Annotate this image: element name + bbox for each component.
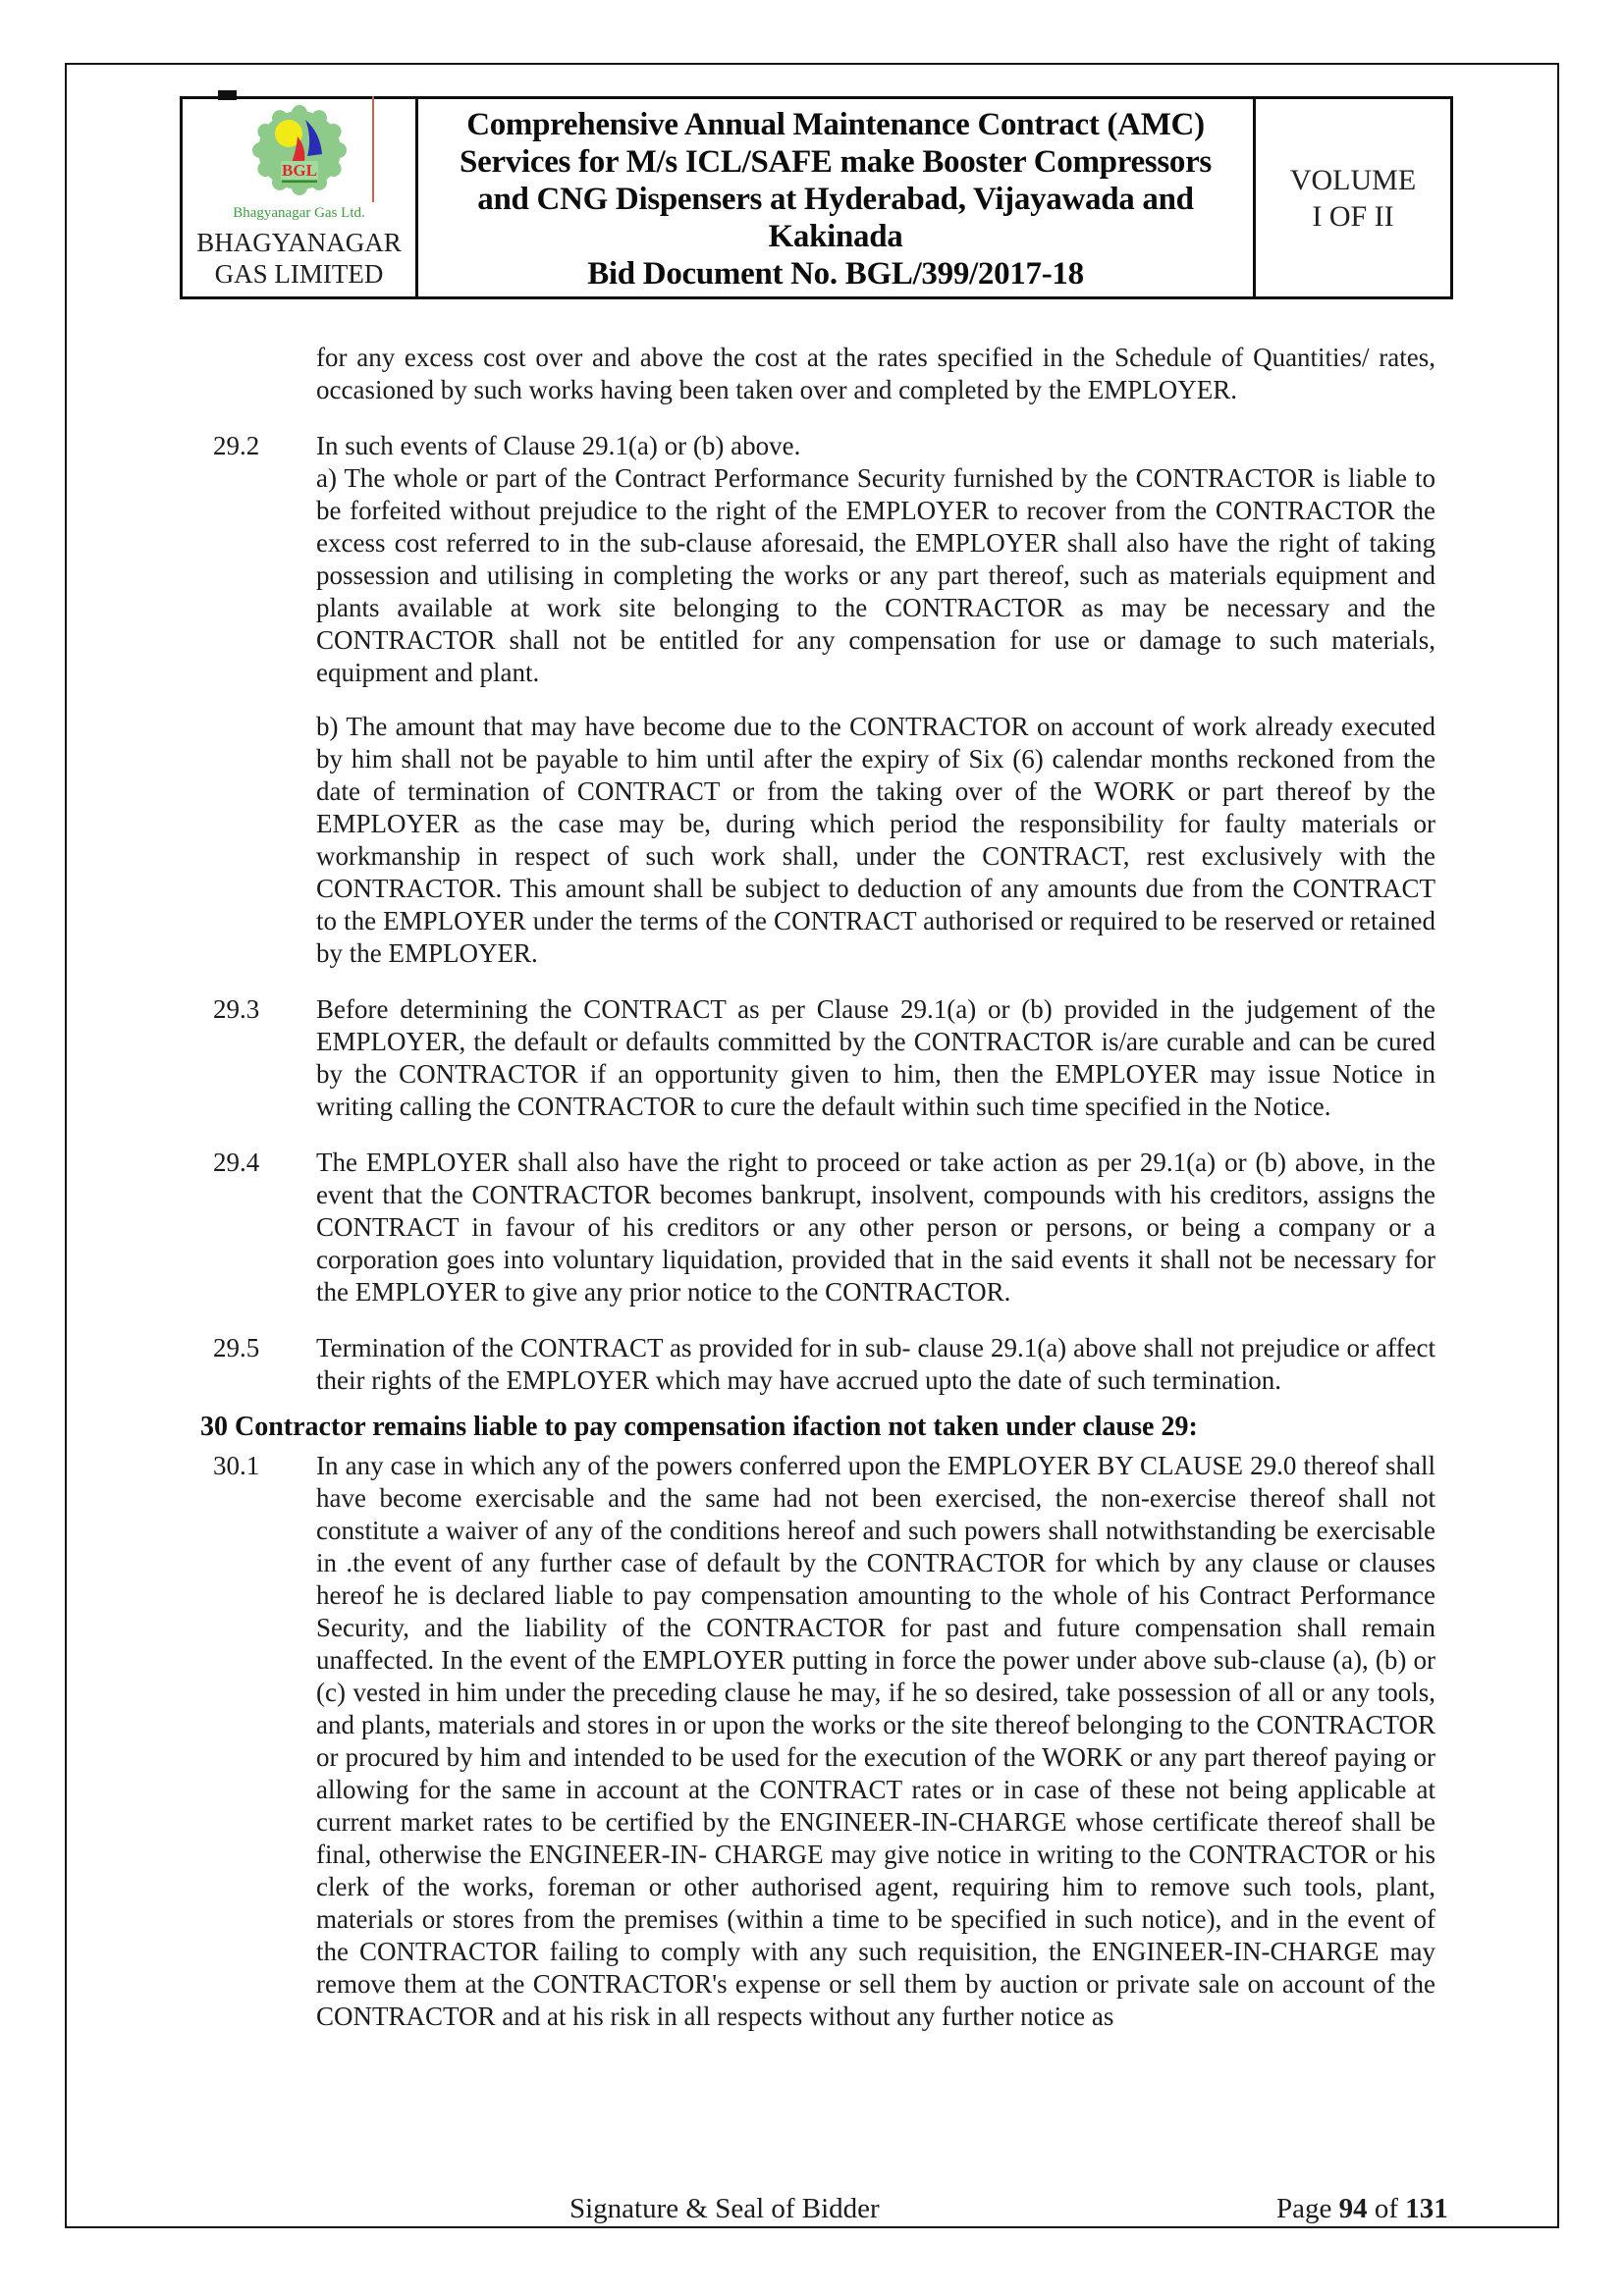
clause-paragraph: Termination of the CONTRACT as provided for in sub- clause 29.1(a) above shall not prejudice or affect their rights of the EMPLOYER which may have accrued upto the date of such termination.	[316, 1333, 1435, 1395]
clause-text	[316, 1450, 1435, 2033]
company-name-line: BHAGYANAGAR	[196, 228, 402, 257]
clause-paragraph: In such events of Clause 29.1(a) or (b) above.	[316, 431, 801, 460]
page-total: 131	[1405, 2193, 1448, 2224]
logo-acronym: BGL	[281, 161, 317, 180]
company-name	[183, 228, 415, 290]
clause-number: 29.3	[213, 994, 260, 1024]
document-title-line: Comprehensive Annual Maintenance Contract (AMC)	[466, 107, 1205, 142]
page-number: 94	[1338, 2193, 1368, 2224]
company-name-line: GAS LIMITED	[214, 259, 384, 289]
scan-artifact-red-line	[372, 96, 374, 202]
clause-paragraph: The EMPLOYER shall also have the right to proceed or take action as per 29.1(a) or (b) above, in the event that the CONTRACTOR becomes bankrupt, insolvent, compounds with his creditors, assigns the CONTRACT in favour of his creditors or any other person or persons, or being a company or a corporation goes into voluntary liquidation, provided that in the said events it shall not be necessary for the EMPLOYER to give any prior notice to the CONTRACTOR.	[316, 1148, 1435, 1307]
clause-29-5	[200, 1332, 1435, 1397]
bgl-logo	[241, 104, 358, 202]
document-title-line: Services for M/s ICL/SAFE make Booster Compressors	[460, 144, 1212, 180]
scan-artifact-mark	[218, 90, 237, 100]
signature-label: Signature & Seal of Bidder	[569, 2193, 880, 2224]
document-title-line: Kakinada	[768, 219, 903, 254]
clause-29-3	[200, 993, 1435, 1123]
clause-number: 29.2	[213, 431, 260, 460]
header-cell-volume	[1256, 99, 1450, 296]
clause-30-1	[200, 1450, 1435, 2033]
clause-text	[316, 430, 1435, 970]
header-cell-logo	[183, 99, 418, 296]
clause-29-4	[200, 1147, 1435, 1308]
header-cell-title	[418, 99, 1256, 296]
volume-label-line: I OF II	[1312, 199, 1394, 233]
logo-caption: Bhagyanagar Gas Ltd.	[233, 205, 365, 221]
clause-paragraph: In any case in which any of the powers conferred upon the EMPLOYER BY CLAUSE 29.0 thereof shall have become exercisable and the same had not been exercised, the non-exercise thereof shall not constitute a waiver of any of the conditions hereof and such powers shall notwithstanding be exercisable in .the event of any further case of default by the CONTRACTOR for which by any clause or clauses hereof he is declared liable to pay compensation amounting to the whole of his Contract Performance Security, and the liability of the CONTRACTOR for past and future compensation shall remain unaffected. In the event of the EMPLOYER putting in force the power under above sub-clause (a), (b) or (c) vested in him under the preceding clause he may, if he so desired, take possession of all or any tools, and plants, materials and stores in or upon the works or the site thereof belonging to the CONTRACTOR or procured by him and intended to be used for the execution of the WORK or any part thereof paying or allowing for the same in account at the CONTRACT rates or in case of these not being applicable at current market rates to be certified by the ENGINEER-IN-CHARGE whose certificate thereof shall be final, otherwise the ENGINEER-IN- CHARGE may give notice in writing to the CONTRACTOR or his clerk of the works, foreman or other authorised agent, requiring him to remove such tools, plant, materials or stores from the premises (within a time to be specified in such notice), and in the event of the CONTRACTOR failing to comply with any such requisition, the ENGINEER-IN-CHARGE may remove them at the CONTRACTOR's expense or sell them by auction or private sale on account of the CONTRACTOR and at his risk in all respects without any further notice as	[316, 1451, 1435, 2031]
header-table	[180, 96, 1453, 299]
page-frame	[65, 63, 1559, 2228]
clause-text	[316, 993, 1435, 1123]
volume-label-line: VOLUME	[1289, 163, 1417, 196]
page-separator: of	[1374, 2193, 1399, 2224]
document-title-line: and CNG Dispensers at Hyderabad, Vijayawada and	[477, 182, 1194, 217]
clause-paragraph: b) The amount that may have become due to the CONTRACTOR on account of work already executed by him shall not be payable to him until after the expiry of Six (6) calendar months reckoned from the date of termination of CONTRACT or from the taking over of the WORK or part thereof by the EMPLOYER as the case may be, during which period the responsibility for faulty materials or workmanship in respect of such work shall, under the CONTRACT, rest exclusively with the CONTRACTOR. This amount shall be subject to deduction of any amounts due from the CONTRACT to the EMPLOYER under the terms of the CONTRACT authorised or required to be reserved or retained by the EMPLOYER.	[316, 712, 1435, 968]
clause-29-2	[200, 430, 1435, 970]
document-body	[67, 342, 1557, 2033]
clause-paragraph: Before determining the CONTRACT as per Clause 29.1(a) or (b) provided in the judgement of the EMPLOYER, the default or defaults committed by the CONTRACTOR is/are curable and can be cured by the CONTRACTOR if an opportunity given to him, then the EMPLOYER may issue Notice in writing calling the CONTRACTOR to cure the default within such time specified in the Notice.	[316, 994, 1435, 1121]
clause-number: 30.1	[213, 1451, 260, 1480]
intro-paragraph: for any excess cost over and above the cost at the rates specified in the Schedule of Quantities/ rates, occasioned by such works having been taken over and completed by the EMPLOYER.	[316, 343, 1435, 404]
clause-text	[316, 1332, 1435, 1397]
clause-paragraph: a) The whole or part of the Contract Performance Security furnished by the CONTRACTOR is liable to be forfeited without prejudice to the right of the EMPLOYER to recover from the CONTRACTOR the excess cost referred to in the sub-clause aforesaid, the EMPLOYER shall also have the right of taking possession and utilising in completing the works or any part thereof, such as materials equipment and plants available at work site belonging to the CONTRACTOR as may be necessary and the CONTRACTOR shall not be entitled for any compensation for use or damage to such materials, equipment and plant.	[316, 463, 1435, 687]
clause-text	[316, 1147, 1435, 1308]
page-prefix: Page	[1276, 2193, 1332, 2224]
section-30-heading: 30 Contractor remains liable to pay compensation ifaction not taken under clause 29:	[200, 1412, 1198, 1442]
clause-number: 29.4	[213, 1148, 260, 1177]
page-indicator	[1276, 2192, 1448, 2225]
bid-document-number: Bid Document No. BGL/399/2017-18	[587, 256, 1084, 292]
clause-number: 29.5	[213, 1333, 260, 1362]
